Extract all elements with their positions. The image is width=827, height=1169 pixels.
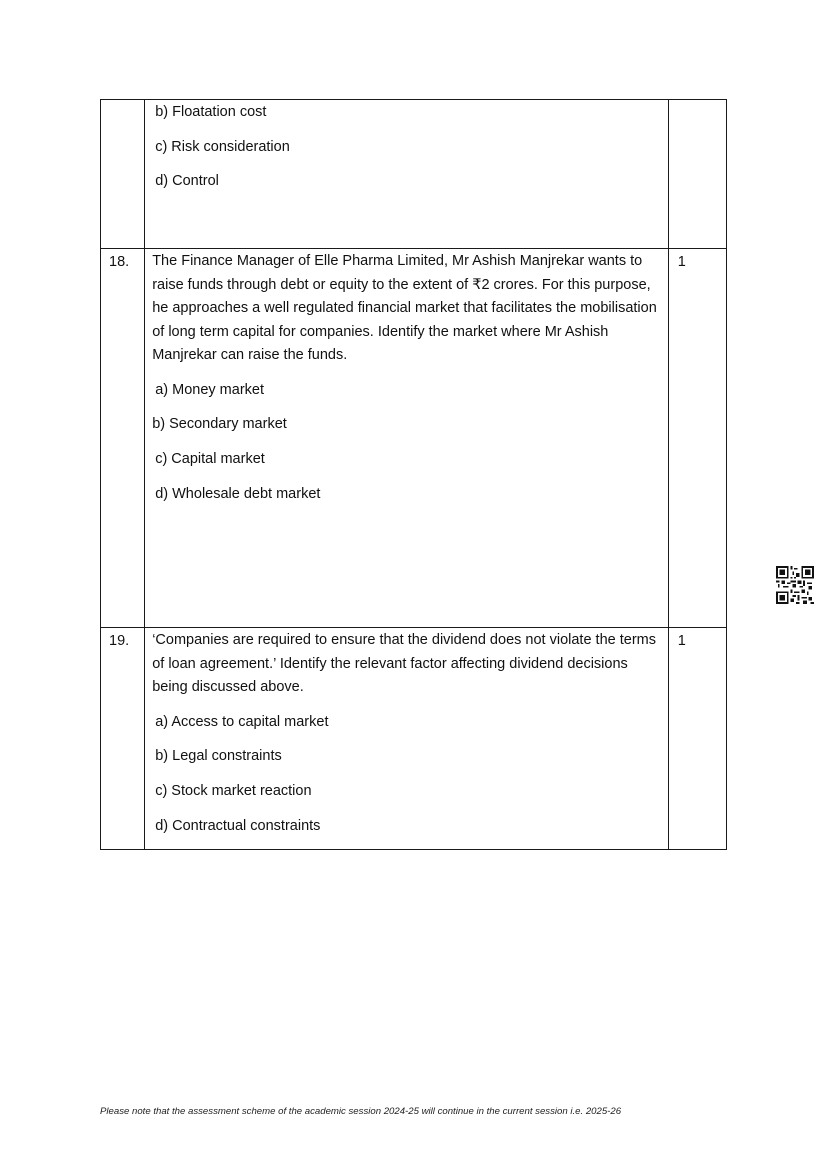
question-cell <box>145 249 669 628</box>
question-table <box>100 99 727 850</box>
marks-cell <box>668 628 726 850</box>
question-text: ‘Companies are required to ensure that the dividend does not violate the terms of loan agreement.’ Identify the relevant factor affecting dividend decisions being discussed above. <box>152 632 656 695</box>
table-row-q19 <box>101 628 727 850</box>
question-number: 19. <box>109 633 130 649</box>
option-b: b) Secondary market <box>152 416 287 433</box>
option-d: d) Control <box>155 173 219 190</box>
option-a: a) Money market <box>155 381 264 398</box>
marks-value: 1 <box>677 254 686 270</box>
page-footer-note: Please note that the assessment scheme of the academic session 2024-25 will continue in the current session i.e. 2025-26 <box>100 1106 622 1117</box>
option-d: d) Contractual constraints <box>155 817 321 834</box>
options-list <box>145 100 668 205</box>
table-row-continuation <box>101 100 727 249</box>
option-c: c) Capital market <box>155 450 265 467</box>
option-d: d) Wholesale debt market <box>155 485 321 502</box>
question-number: 18. <box>109 254 130 270</box>
question-text: The Finance Manager of Elle Pharma Limited, Mr Ashish Manjrekar wants to raise funds through debt or equity to the extent of ₹2 crores. For this purpose, he approaches a well regulated financial market that facilitates the mobilisation of long term capital for companies. Identify the market where Mr Ashish Manjrekar can raise the funds. <box>152 253 657 363</box>
option-a: a) Access to capital market <box>155 713 329 730</box>
option-b: b) Floatation cost <box>155 104 267 120</box>
table-row-q18 <box>101 249 727 628</box>
options-list <box>145 379 668 518</box>
marks-cell <box>668 100 726 249</box>
question-number-cell <box>101 249 145 628</box>
marks-value: 1 <box>677 633 686 649</box>
option-b: b) Legal constraints <box>155 748 282 765</box>
question-cell <box>145 100 669 249</box>
option-c: c) Stock market reaction <box>155 782 312 799</box>
question-number-cell <box>101 100 145 249</box>
marks-cell <box>668 249 726 628</box>
option-c: c) Risk consideration <box>155 138 290 155</box>
question-cell <box>145 628 669 850</box>
question-number-cell <box>101 628 145 850</box>
options-list <box>145 711 668 850</box>
qr-code-icon <box>776 566 814 604</box>
